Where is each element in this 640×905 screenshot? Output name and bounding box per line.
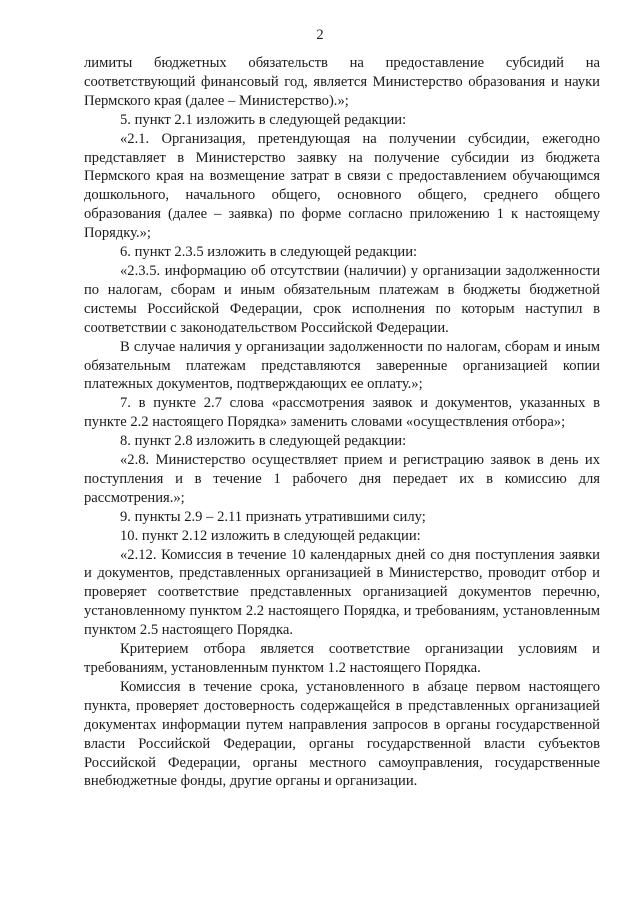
paragraph-10: 9. пункты 2.9 – 2.11 признать утратившими силу; [120, 508, 426, 525]
paragraph-13: Критерием отбора является соответствие организации условиям и требованиям, установленным пунктом 1.2 настоящего Порядка. [84, 641, 600, 676]
paragraph-3: «2.1. Организация, претендующая на получении субсидии, ежегодно представляет в Министерство заявку на получение субсидии из бюджета Пермского края на возмещение затрат в связи с предоставлением обучающимся дошкольного, начального общего, основного общего, среднего общего образования (далее – заявка) по форме согласно приложению 1 к настоящему Порядку.»; [84, 130, 600, 242]
document-body [84, 54, 600, 791]
paragraph-5: «2.3.5. информацию об отсутствии (наличии) у организации задолженности по налогам, сборам и иным обязательным платежам в бюджеты бюджетной системы Российской Федерации, срок исполнения по которым наступил в соответствии с законодательством Российской Федерации. [84, 262, 600, 336]
paragraph-1: лимиты бюджетных обязательств на предоставление субсидий на соответствующий финансовый год, является Министерство образования и науки Пермского края (далее – Министерство).»; [84, 55, 600, 109]
paragraph-14: Комиссия в течение срока, установленного в абзаце первом настоящего пункта, проверяет достоверность содержащейся в представленных организацией документах информации путем направления запросов в органы государственной власти Российской Федерации, органы государственной власти субъектов Российской Федерации, органы местного самоуправления, государственные внебюджетные фонды, другие органы и организации. [84, 678, 600, 790]
paragraph-11: 10. пункт 2.12 изложить в следующей редакции: [120, 527, 421, 544]
paragraph-12: «2.12. Комиссия в течение 10 календарных дней со дня поступления заявки и документов, представленных организацией в Министерство, проводит отбор и проверяет соответствие представленных организацией документов перечню, установленному пунктом 2.2 настоящего Порядка, и требованиям, установленным пунктом 2.5 настоящего Порядка. [84, 546, 600, 639]
paragraph-4: 6. пункт 2.3.5 изложить в следующей редакции: [120, 244, 418, 261]
paragraph-6: В случае наличия у организации задолженности по налогам, сборам и иным обязательным платежам представляются заверенные организацией копии платежных документов, подтверждающих ее оплату.»; [84, 338, 600, 393]
paragraph-8: 8. пункт 2.8 изложить в следующей редакции: [120, 433, 407, 450]
paragraph-7: 7. в пункте 2.7 слова «рассмотрения заявок и документов, указанных в пункте 2.2 настоящего Порядка» заменить словами «осуществления отбора»; [84, 395, 600, 431]
paragraph-2: 5. пункт 2.1 изложить в следующей редакции: [120, 111, 407, 128]
paragraph-9: «2.8. Министерство осуществляет прием и регистрацию заявок в день их поступления и в течение 1 рабочего дня передает их в комиссию для рассмотрения.»; [84, 452, 600, 506]
page-number: 2 [316, 27, 324, 43]
